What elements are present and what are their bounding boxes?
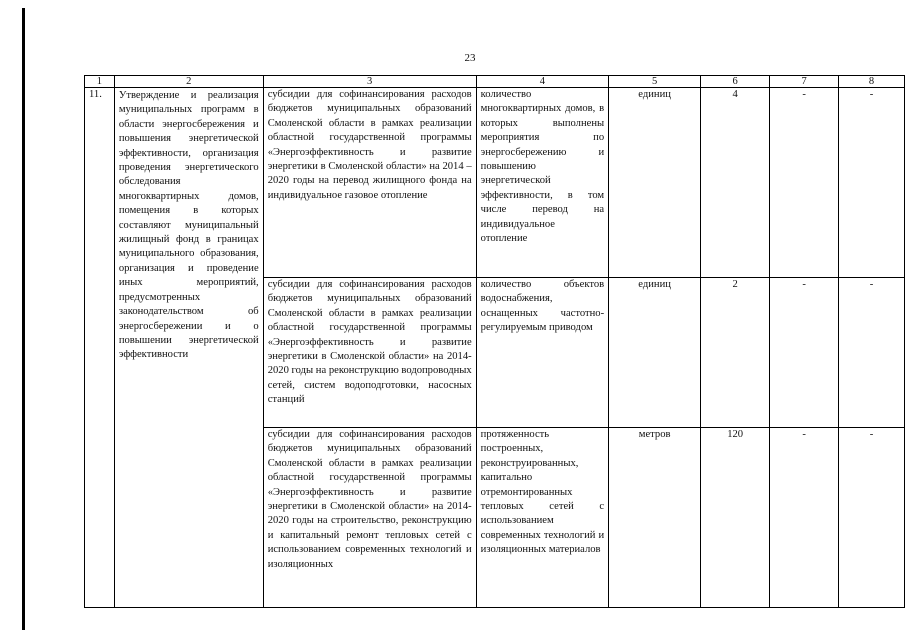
row-number: 11. (85, 88, 115, 608)
indicator-cell (476, 428, 608, 608)
column-number-row (85, 76, 905, 88)
col7-cell: - (770, 428, 839, 608)
column-header: 4 (476, 76, 608, 88)
column-header: 2 (114, 76, 263, 88)
unit-cell: единиц (609, 278, 701, 428)
measure-description (114, 88, 263, 608)
page-edge-bar (22, 8, 25, 630)
column-header: 8 (839, 76, 905, 88)
indicator-text: количество многоквартирных домов, в которых выполнены мероприятия по энергосбережению и повышению энергетической эффективности, в том числе перевод на индивидуальное отопление (480, 89, 605, 245)
program-table (84, 75, 905, 608)
table-row (85, 88, 905, 278)
indicator-text: количество объектов водоснабжения, оснащенных частотно-регулируемым приводом (480, 279, 605, 334)
page-number: 23 (464, 52, 476, 64)
unit-cell: метров (609, 428, 701, 608)
funding-text: субсидии для софинансирования расходов бюджетов муниципальных образований Смоленской области в рамках реализации областной государственной программы «Энергоэффективность и развитие энергетики в Смоленской области» на 2014 – 2020 годы на перевод жилищного фонда на индивидуальное газовое отопление (267, 89, 472, 201)
col8-cell: - (839, 428, 905, 608)
col7-cell: - (770, 88, 839, 278)
value-cell: 4 (701, 88, 770, 278)
value-cell: 120 (701, 428, 770, 608)
funding-cell (263, 88, 476, 278)
unit-cell: единиц (609, 88, 701, 278)
indicator-cell (476, 278, 608, 428)
column-header: 1 (85, 76, 115, 88)
col8-cell: - (839, 278, 905, 428)
column-header: 5 (609, 76, 701, 88)
funding-text: субсидии для софинансирования расходов бюджетов муниципальных образований Смоленской области в рамках реализации областной государственной программы «Энергоэффективность и развитие энергетики в Смоленской области» на 2014-2020 годы на реконструкцию водопроводных сетей, систем водоподготовки, насосных станций (267, 279, 472, 406)
funding-cell (263, 428, 476, 608)
col8-cell: - (839, 88, 905, 278)
indicator-cell (476, 88, 608, 278)
value-cell: 2 (701, 278, 770, 428)
col7-cell: - (770, 278, 839, 428)
column-header: 6 (701, 76, 770, 88)
funding-text: субсидии для софинансирования расходов бюджетов муниципальных образований Смоленской области в рамках реализации областной государственной программы «Энергоэффективность и развитие энергетики в Смоленской области» на 2014-2020 годы на строительство, реконструкцию и капитальный ремонт тепловых сетей с использованием современных технологий и изоляционных (267, 429, 472, 570)
column-header: 7 (770, 76, 839, 88)
indicator-text: протяженность построенных, реконструированных, капитально отремонтированных тепловых сетей с использованием современных технологий и изоляционных материалов (480, 429, 605, 556)
column-header: 3 (263, 76, 476, 88)
funding-cell (263, 278, 476, 428)
measure-text: Утверждение и реализация муниципальных программ в области энергосбережения и повышения энергетической эффективности, организация проведения энергетического обследования многоквартирных домов, помещения в которых составляют муниципальный жилищный фонд в границах муниципального образования, организация и проведение иных мероприятий, предусмотренных законодательством об энергосбережении и о повышении энергетической эффективности (118, 90, 259, 361)
